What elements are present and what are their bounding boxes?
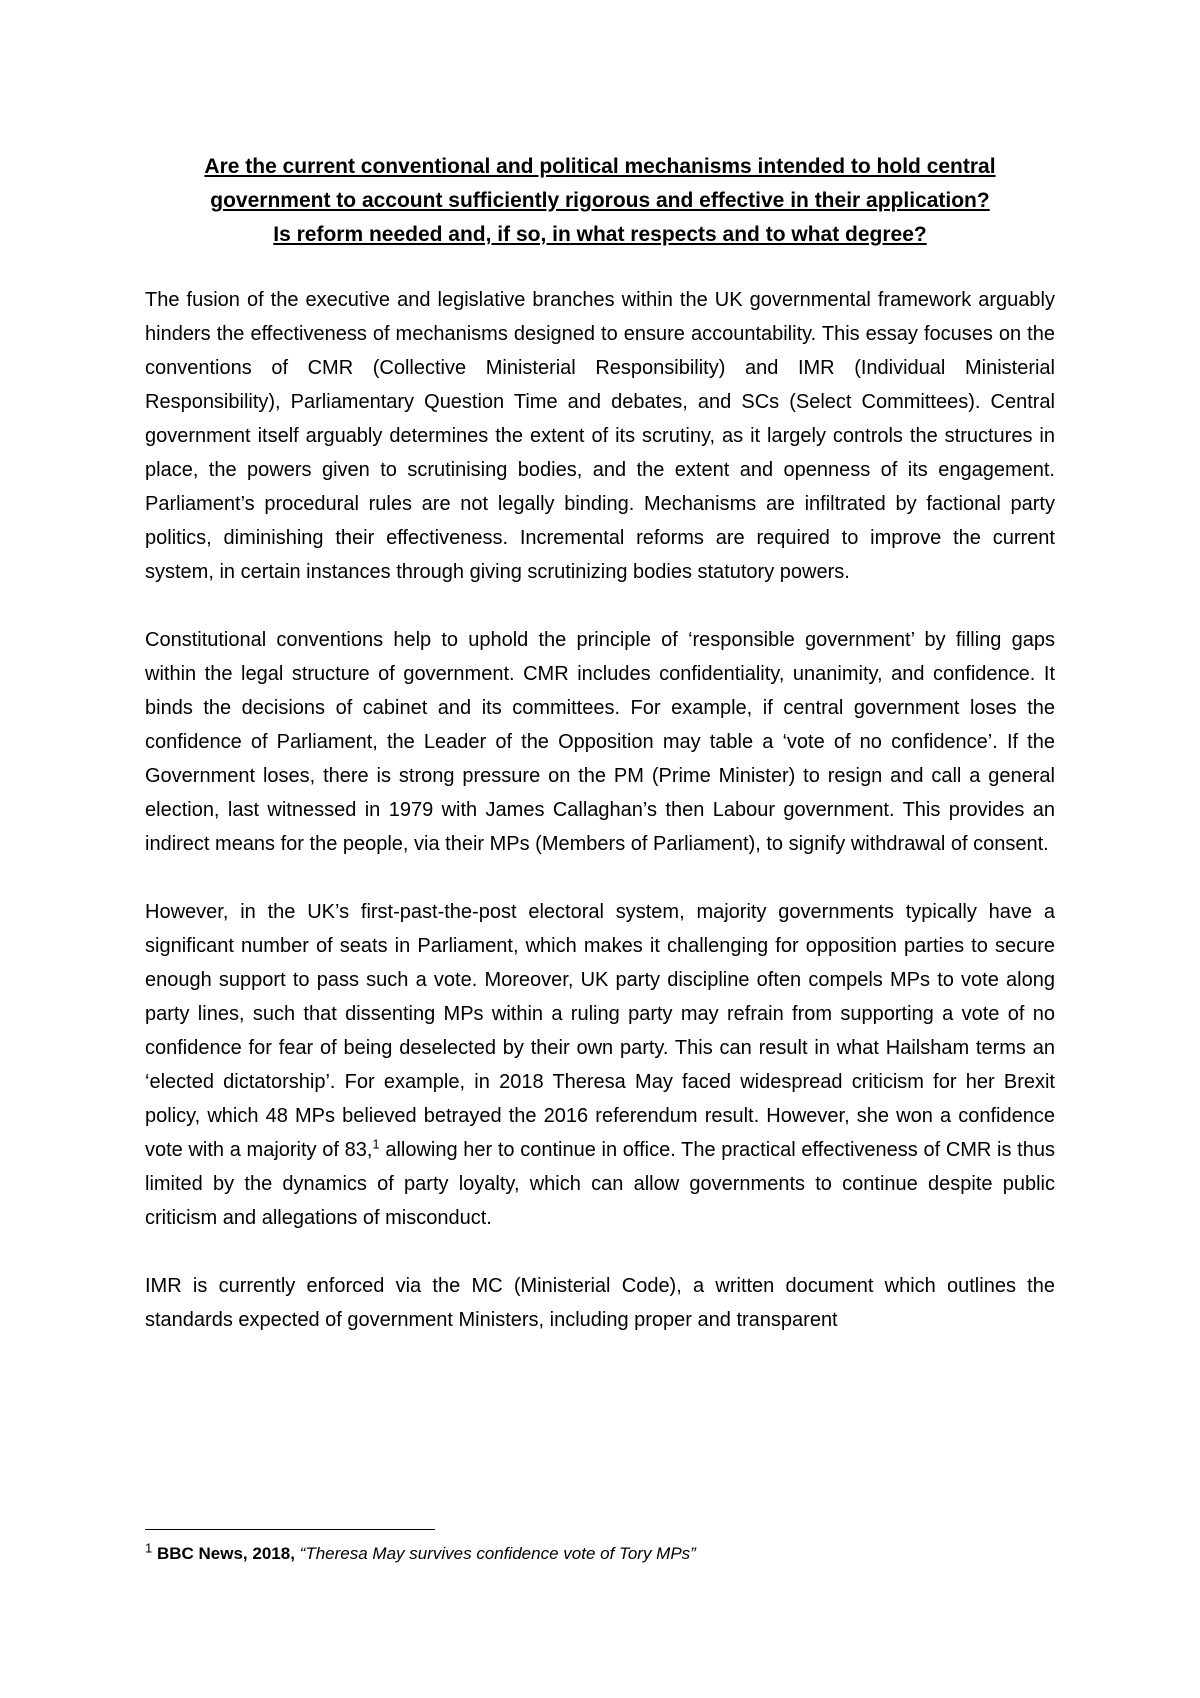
footnote-title: “Theresa May survives confidence vote of Tory MPs” [299,1544,696,1563]
paragraph-cmr-limits [145,895,1055,1235]
paragraph-intro: The fusion of the executive and legislative branches within the UK governmental framework arguably hinders the effectiveness of mechanisms designed to ensure accountability. This essay focuses on the conventions of CMR (Collective Ministerial Responsibility) and IMR (Individual Ministerial Responsibility), Parliamentary Question Time and debates, and SCs (Select Committees). Central government itself arguably determines the extent of its scrutiny, as it largely controls the structures in place, the powers given to scrutinising bodies, and the extent and openness of its engagement. Parliament’s procedural rules are not legally binding. Mechanisms are infiltrated by factional party politics, diminishing their effectiveness. Incremental reforms are required to improve the current system, in certain instances through giving scrutinizing bodies statutory powers. [145,289,1055,583]
paragraph-cmr-limits-text-b: allowing her to continue in office. The practical effectiveness of CMR is thus limited by the dynamics of party loyalty, which can allow governments to continue despite public criticism and allegations of misconduct. [145,1139,1055,1229]
footnote [145,1540,696,1565]
paragraph-imr: IMR is currently enforced via the MC (Ministerial Code), a written document which outlines the standards expected of government Ministers, including proper and transparent [145,1275,1055,1331]
title-line-3: Is reform needed and, if so, in what respects and to what degree? [273,223,927,246]
essay-body [145,283,1055,1337]
footnote-reference[interactable]: 1 [372,1136,380,1152]
footnote-source: BBC News, 2018, [156,1544,300,1563]
title-line-2: government to account sufficiently rigorous and effective in their application? [210,189,990,212]
paragraph-conventions: Constitutional conventions help to uphold the principle of ‘responsible government’ by filling gaps within the legal structure of government. CMR includes confidentiality, unanimity, and confidence. It binds the decisions of cabinet and its committees. For example, if central government loses the confidence of Parliament, the Leader of the Opposition may table a ‘vote of no confidence’. If the Government loses, there is strong pressure on the PM (Prime Minister) to resign and call a general election, last witnessed in 1979 with James Callaghan’s then Labour government. This provides an indirect means for the people, via their MPs (Members of Parliament), to signify withdrawal of consent. [145,629,1055,855]
essay-title [140,150,1060,252]
paragraph-cmr-limits-text-a: However, in the UK’s first-past-the-post electoral system, majority governments typically have a significant number of seats in Parliament, which makes it challenging for opposition parties to secure enough support to pass such a vote. Moreover, UK party discipline often compels MPs to vote along party lines, such that dissenting MPs within a ruling party may refrain from supporting a vote of no confidence for fear of being deselected by their own party. This can result in what Hailsham terms an ‘elected dictatorship’. For example, in 2018 Theresa May faced widespread criticism for her Brexit policy, which 48 MPs believed betrayed the 2016 referendum result. However, she won a confidence vote with a majority of 83, [145,901,1055,1161]
title-line-1: Are the current conventional and political mechanisms intended to hold central [204,155,996,178]
footnote-separator [145,1529,435,1530]
footnote-number: 1 [145,1540,153,1556]
